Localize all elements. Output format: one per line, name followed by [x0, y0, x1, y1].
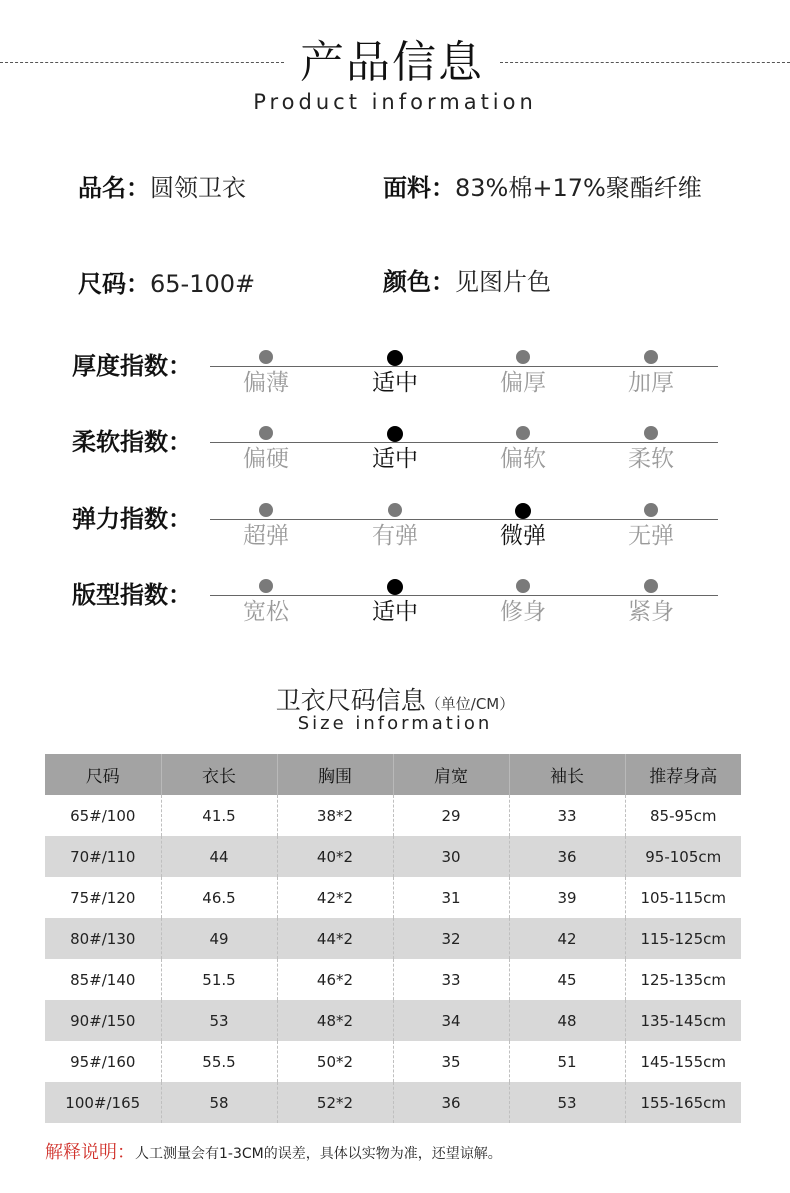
table-row [45, 836, 741, 877]
table-cell: 40*2 [277, 836, 393, 877]
index-option: 偏软 [500, 446, 546, 472]
index-scale-line [210, 595, 718, 596]
table-row [45, 1041, 741, 1082]
table-cell: 52*2 [277, 1082, 393, 1123]
index-option: 柔软 [628, 446, 674, 472]
size-column-header: 胸围 [277, 754, 393, 795]
index-dot [259, 426, 273, 440]
table-row [45, 959, 741, 1000]
index-option: 宽松 [243, 599, 289, 625]
table-cell: 46.5 [161, 877, 277, 918]
index-option: 适中 [372, 446, 418, 472]
table-row [45, 877, 741, 918]
product-material-value: 83%棉+17%聚酯纤维 [455, 174, 702, 202]
index-option: 微弹 [500, 523, 546, 549]
table-cell: 33 [393, 959, 509, 1000]
table-cell: 48 [509, 1000, 625, 1041]
table-cell: 58 [161, 1082, 277, 1123]
size-title-text: 卫衣尺码信息 [275, 686, 426, 715]
table-cell: 75#/120 [45, 877, 161, 918]
table-row [45, 1082, 741, 1123]
index-selected-dot [515, 503, 531, 519]
index-option: 超弹 [243, 523, 289, 549]
product-name-value: 圆领卫衣 [150, 174, 246, 202]
size-section-title [0, 681, 790, 717]
product-size [78, 268, 255, 300]
table-cell: 80#/130 [45, 918, 161, 959]
size-column-header: 袖长 [509, 754, 625, 795]
table-row [45, 795, 741, 836]
product-color-value: 见图片色 [455, 268, 551, 296]
table-cell: 35 [393, 1041, 509, 1082]
table-cell: 44 [161, 836, 277, 877]
index-dot [644, 426, 658, 440]
size-column-header: 推荐身高 [625, 754, 741, 795]
table-cell: 51.5 [161, 959, 277, 1000]
size-table-header [45, 754, 741, 795]
size-section-subtitle: Size information [297, 713, 493, 734]
index-dot [259, 579, 273, 593]
table-cell: 29 [393, 795, 509, 836]
table-cell: 33 [509, 795, 625, 836]
product-material [383, 172, 702, 204]
index-option: 适中 [372, 370, 418, 396]
table-cell: 42*2 [277, 877, 393, 918]
index-selected-dot [387, 350, 403, 366]
table-cell: 105-115cm [640, 888, 727, 907]
table-cell: 45 [509, 959, 625, 1000]
table-cell: 100#/165 [45, 1082, 161, 1123]
table-cell: 115-125cm [625, 918, 741, 959]
table-cell: 53 [509, 1082, 625, 1123]
table-cell: 95-105cm [625, 836, 741, 877]
size-unit: （单位/CM） [425, 695, 515, 713]
index-option: 加厚 [628, 370, 674, 396]
table-cell: 50*2 [277, 1041, 393, 1082]
table-cell: 85-95cm [650, 806, 717, 825]
index-dot [259, 503, 273, 517]
product-color [383, 266, 551, 298]
index-dot [259, 350, 273, 364]
table-cell: 31 [393, 877, 509, 918]
index-option: 偏硬 [243, 446, 289, 472]
product-material-label: 面料： [383, 174, 455, 202]
table-row [45, 1000, 741, 1041]
index-dot [644, 579, 658, 593]
table-cell: 30 [393, 836, 509, 877]
table-cell: 53 [161, 1000, 277, 1041]
size-column-header: 肩宽 [393, 754, 509, 795]
table-cell: 55.5 [161, 1041, 277, 1082]
index-selected-dot [387, 426, 403, 442]
product-size-label: 尺码： [78, 270, 150, 298]
index-option: 适中 [372, 599, 418, 625]
page-subtitle: Product information [253, 90, 537, 114]
header-divider-left [0, 62, 284, 63]
table-cell: 90#/150 [45, 1000, 161, 1041]
table-cell: 70#/110 [45, 836, 161, 877]
note-text: 人工测量会有1-3CM的误差，具体以实物为准，还望谅解。 [135, 1146, 502, 1162]
table-cell: 39 [509, 877, 625, 918]
product-name-label: 品名： [78, 174, 150, 202]
table-cell: 135-145cm [625, 1000, 741, 1041]
table-cell: 145-155cm [640, 1052, 727, 1071]
product-color-label: 颜色： [383, 268, 455, 296]
table-cell: 49 [161, 918, 277, 959]
index-dot [516, 350, 530, 364]
index-selected-dot [387, 579, 403, 595]
index-dot [516, 579, 530, 593]
size-table-body [45, 795, 741, 1123]
page-title: 产品信息 [300, 37, 484, 88]
table-cell: 46*2 [277, 959, 393, 1000]
header-divider-right [500, 62, 790, 63]
measurement-note [45, 1138, 502, 1164]
index-label: 柔软指数： [72, 428, 192, 456]
size-column-header: 衣长 [161, 754, 277, 795]
table-cell: 38*2 [277, 795, 393, 836]
note-label: 解释说明： [45, 1142, 135, 1163]
table-cell: 51 [509, 1041, 625, 1082]
index-dot [644, 503, 658, 517]
index-option: 修身 [500, 599, 546, 625]
index-label: 厚度指数： [72, 352, 192, 380]
table-cell: 95#/160 [45, 1041, 161, 1082]
table-row [45, 918, 741, 959]
index-option: 紧身 [628, 599, 674, 625]
size-table [45, 754, 741, 1123]
table-cell: 125-135cm [640, 970, 727, 989]
index-dot [644, 350, 658, 364]
index-option: 偏薄 [243, 370, 289, 396]
product-size-value: 65-100# [150, 270, 256, 298]
index-option: 偏厚 [500, 370, 546, 396]
index-scale-line [210, 519, 718, 520]
index-option: 无弹 [628, 523, 674, 549]
table-cell: 32 [393, 918, 509, 959]
table-cell: 155-165cm [625, 1082, 741, 1123]
index-label: 弹力指数： [72, 505, 192, 533]
table-cell: 48*2 [277, 1000, 393, 1041]
index-dot [388, 503, 402, 517]
index-option: 有弹 [372, 523, 418, 549]
index-scale-line [210, 366, 718, 367]
table-cell: 41.5 [161, 795, 277, 836]
table-cell: 34 [393, 1000, 509, 1041]
table-cell: 42 [509, 918, 625, 959]
table-cell: 65#/100 [45, 795, 161, 836]
product-name [78, 172, 246, 204]
table-cell: 44*2 [277, 918, 393, 959]
table-cell: 36 [393, 1082, 509, 1123]
table-cell: 85#/140 [45, 959, 161, 1000]
size-column-header: 尺码 [45, 754, 161, 795]
index-label: 版型指数： [72, 581, 192, 609]
index-scale-line [210, 442, 718, 443]
index-dot [516, 426, 530, 440]
table-cell: 36 [509, 836, 625, 877]
